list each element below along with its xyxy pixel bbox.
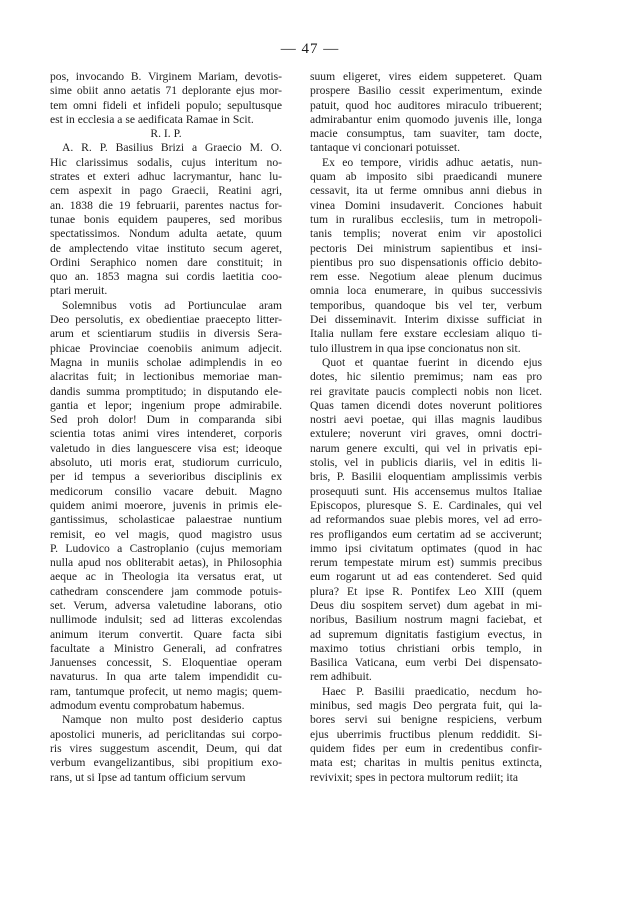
text-line: omnia loca enumerare, in quibus successivis <box>310 284 542 298</box>
text-line: res profligandos eum certatim ad se acciverunt; <box>310 527 542 541</box>
text-line: Deus diu sospitem servet) dum agebat in mi- <box>310 598 542 612</box>
paragraph <box>50 127 282 141</box>
left-column <box>50 70 282 785</box>
text-line: remisit, eo vel magis, quod magistro usus <box>50 527 282 541</box>
text-line: pientibus pro suo dispensationis officio debito- <box>310 255 542 269</box>
text-line: macie consumptus, tam suaviter, tam docte, <box>310 127 542 141</box>
text-line: cessavit, ita ut ferme omnibus anni diebus in <box>310 184 542 198</box>
text-line: Ex eo tempore, viridis adhuc aetatis, nun- <box>322 155 542 169</box>
text-line: Quas tamen dicendi dotes noverunt politiores <box>310 398 542 412</box>
text-line: Quot et quantae fuerint in dicendo ejus <box>322 355 542 369</box>
text-line: ad reformandos suae plebis mores, vel ad erro- <box>310 513 542 527</box>
text-line: tanis templis; noverat enim vir apostolici <box>310 227 542 241</box>
text-line: immo ipsi civitatum optimates (quod in hac <box>310 541 542 555</box>
text-line: rem esse. Negotium aleae plenum ducimus <box>310 270 542 284</box>
text-line: rerum tempestate mirum est) summis precibus <box>310 556 542 570</box>
text-line: est in ecclesia a se aedificata Ramae in Scit. <box>50 112 254 126</box>
text-line: nulla apud nos obliterabit aetas), in Philosophia <box>50 556 282 570</box>
text-line: pectoris Dei ministrum sapientibus et insi- <box>310 241 542 255</box>
text-line: stolis, vel in publicis diariis, vel in editis li- <box>310 456 542 470</box>
text-line: bris, P. Basilii eloquentiam amplissimis verbis <box>310 470 542 484</box>
text-line: P. Ludovico a Castroplanio (cujus memoriam <box>50 541 282 555</box>
text-line: prosequuti sunt. His accensemus multos Italiae <box>310 484 542 498</box>
text-line: de amplectendo vitae instituto secum ageret, <box>50 241 282 255</box>
text-line: suum eligeret, vires eidem suppeteret. Quam <box>310 70 542 83</box>
text-line: maximo totius christiani orbis templo, in <box>310 641 542 655</box>
text-line: navaturus. In qua arte talem impendidit cu- <box>50 670 282 684</box>
text-line: absoluto, uti moris erat, studiorum curriculo, <box>50 456 282 470</box>
text-line: A. R. P. Basilius Brizi a Graecio M. O. <box>62 141 282 155</box>
text-line: Hic clarissimus sodalis, cujus interitum no- <box>50 155 282 169</box>
paragraph <box>50 141 282 298</box>
text-line: animum iterum convertit. Quare facta sibi <box>50 627 282 641</box>
text-line: Ordini Seraphico nomen dare constituit; in <box>50 255 282 269</box>
text-line: revivixit; spes in pectora multorum rediit; ita <box>310 770 518 784</box>
text-line: quam ab imposito sibi praedicandi munere <box>310 170 542 184</box>
text-line: ptari meruit. <box>50 284 108 298</box>
text-line: minibus, sed magis Deo pergrata fuit, qui la- <box>310 699 542 713</box>
text-line: cem aspexit in pago Graecii, Reatini agri, <box>50 184 282 198</box>
text-line: patuit, quod hoc auditores miraculo tribuerent; <box>310 98 542 112</box>
right-column <box>310 70 542 785</box>
text-line: gantissimus, scholasticae palaestrae nuntium <box>50 513 282 527</box>
text-line: tem omni fideli et infideli populo; sepultusque <box>50 98 282 112</box>
text-line: tum in ruralibus ecclesiis, tum in metropoli- <box>310 212 542 226</box>
text-line: quidem fides per eum in credentibus confir- <box>310 741 542 755</box>
text-line: verbum evangelizantibus, sibi propitium exo- <box>50 756 282 770</box>
text-line: temporibus, quandoque bis vel ter, verbum <box>310 298 542 312</box>
text-line: plura? Et ipse R. Pontifex Leo XIII (quem <box>310 584 542 598</box>
text-line: set. Verum, adversa valetudine laborans, otio <box>50 598 282 612</box>
text-line: phicae Provinciae coenobiis animum adjecit. <box>50 341 282 355</box>
text-line: rem adhibuit. <box>310 670 372 684</box>
text-line: ad supremum dignitatis fastigium evectus, in <box>310 627 542 641</box>
text-line: Magna in muniis scholae adimplendis in eo <box>50 355 282 369</box>
text-line: dandis summa promptitudo; in disputando ele- <box>50 384 282 398</box>
text-line: arum et scientiarum studiis in diversis Sera- <box>50 327 282 341</box>
text-line: Basilica Vaticana, eum verbi Dei dispensato- <box>310 656 542 670</box>
text-line: Namque non multo post desiderio captus <box>62 713 282 727</box>
text-line: tulo illustrem in qua ipse concionatus non sit. <box>310 341 521 355</box>
text-line: ris vires suggestum ascendit, Deum, qui dat <box>50 741 282 755</box>
text-line: apostolici muneris, ad periclitandas sui corpo- <box>50 727 282 741</box>
text-line: admodum eventu comprobatum habemus. <box>50 699 245 713</box>
text-line: Dei disseminavit. Interim dixisse sufficiat in <box>310 313 542 327</box>
text-line: Haec P. Basilii praedicatio, necdum ho- <box>322 684 542 698</box>
paragraph <box>310 156 542 356</box>
text-line: narum genere exculti, qui vel in privatis epi- <box>310 441 542 455</box>
text-line: strates et exteri adhuc lacrymantur, hanc lu- <box>50 170 282 184</box>
paragraph <box>50 713 282 784</box>
text-line: sime obiit anno aetatis 71 deplorante ejus mor- <box>50 84 282 98</box>
text-line: noribus, Basilium nostrum magni faciebat, et <box>310 613 542 627</box>
text-line: quo an. 1853 magna sui cordis laetitia coo- <box>50 270 282 284</box>
text-line: R. I. P. <box>150 127 182 141</box>
text-line: Januenses concessit, S. Eloquentiae operam <box>50 656 282 670</box>
text-line: mata est; charitas in multis penitus extincta, <box>310 756 542 770</box>
text-line: an. 1838 die 19 februarii, parentes nactus for- <box>50 198 282 212</box>
paragraph <box>50 70 282 127</box>
text-line: rei gravitate paucis complecti nobis non licet. <box>310 384 542 398</box>
page-number: — 47 — <box>280 41 340 57</box>
text-line: ram, tantumque profecit, ut nemo magis; quem- <box>50 684 282 698</box>
text-line: valetudo in dies languescere visa est; ideoque <box>50 441 282 455</box>
text-line: eum rogarunt ut ad eas contenderet. Sed quid <box>310 570 542 584</box>
text-line: alacritas fuit; in lectionibus memoriae man- <box>50 370 282 384</box>
text-line: Episcopos, pluresque S. E. Cardinales, qui vel <box>310 498 542 512</box>
text-line: Solemnibus votis ad Portiunculae aram <box>62 298 282 312</box>
text-line: scientia totas animi vires intenderet, corporis <box>50 427 282 441</box>
text-line: gantia et lepor; ingenium prope admirabile. <box>50 398 282 412</box>
paragraph <box>310 356 542 685</box>
text-line: extulere; noverunt viri graves, omni doctri- <box>310 427 542 441</box>
text-line: bores servi sui benigne respiciens, verbum <box>310 713 542 727</box>
paragraph <box>310 70 542 156</box>
text-line: nullimode indulsit; sed ad litteras excolendas <box>50 613 282 627</box>
text-line: nostri aevi poetae, qui illas magnis laudibus <box>310 413 542 427</box>
text-line: tunae bonis equidem pauperes, sed moribus <box>50 212 282 226</box>
text-line: cathedram conscendere jam commode potuis- <box>50 584 282 598</box>
text-line: medicorum consilio vacare debuit. Magno <box>50 484 282 498</box>
text-line: vinea Domini insudaverit. Conciones habuit <box>310 198 542 212</box>
text-line: Deo persolutis, ex obedientiae praecepto litter- <box>50 313 282 327</box>
text-line: aeque ac in Theologia ita versatus erat, ut <box>50 570 282 584</box>
text-line: quidem animi moerore, juvenis in primis ele- <box>50 498 282 512</box>
text-line: Sed proh dolor! Dum in comparanda sibi <box>50 413 282 427</box>
paragraph <box>310 685 542 785</box>
text-line: rans, ut si Ipse ad tantum officium servum <box>50 770 246 784</box>
text-line: Italia nullam fere exstare ecclesiam aliquo ti- <box>310 327 542 341</box>
text-line: dotes, hic silentio premimus; nam eas pro <box>310 370 542 384</box>
text-line: ejus uberrimis fructibus plenum reddidit. Si- <box>310 727 542 741</box>
text-line: tantaque vi concionari potuisset. <box>310 141 461 155</box>
text-line: prospere Basilio cessit experimentum, exinde <box>310 84 542 98</box>
text-line: admirabantur enim quomodo juvenis ille, longa <box>310 112 542 126</box>
text-line: pos, invocando B. Virginem Mariam, devotis- <box>50 70 282 83</box>
text-line: facultate a Ministro Generali, ad confratres <box>50 641 282 655</box>
paragraph <box>50 299 282 714</box>
text-line: spectatissimos. Nondum adulta aetate, quum <box>50 227 282 241</box>
text-line: per id tempus a severioribus disciplinis ex <box>50 470 282 484</box>
